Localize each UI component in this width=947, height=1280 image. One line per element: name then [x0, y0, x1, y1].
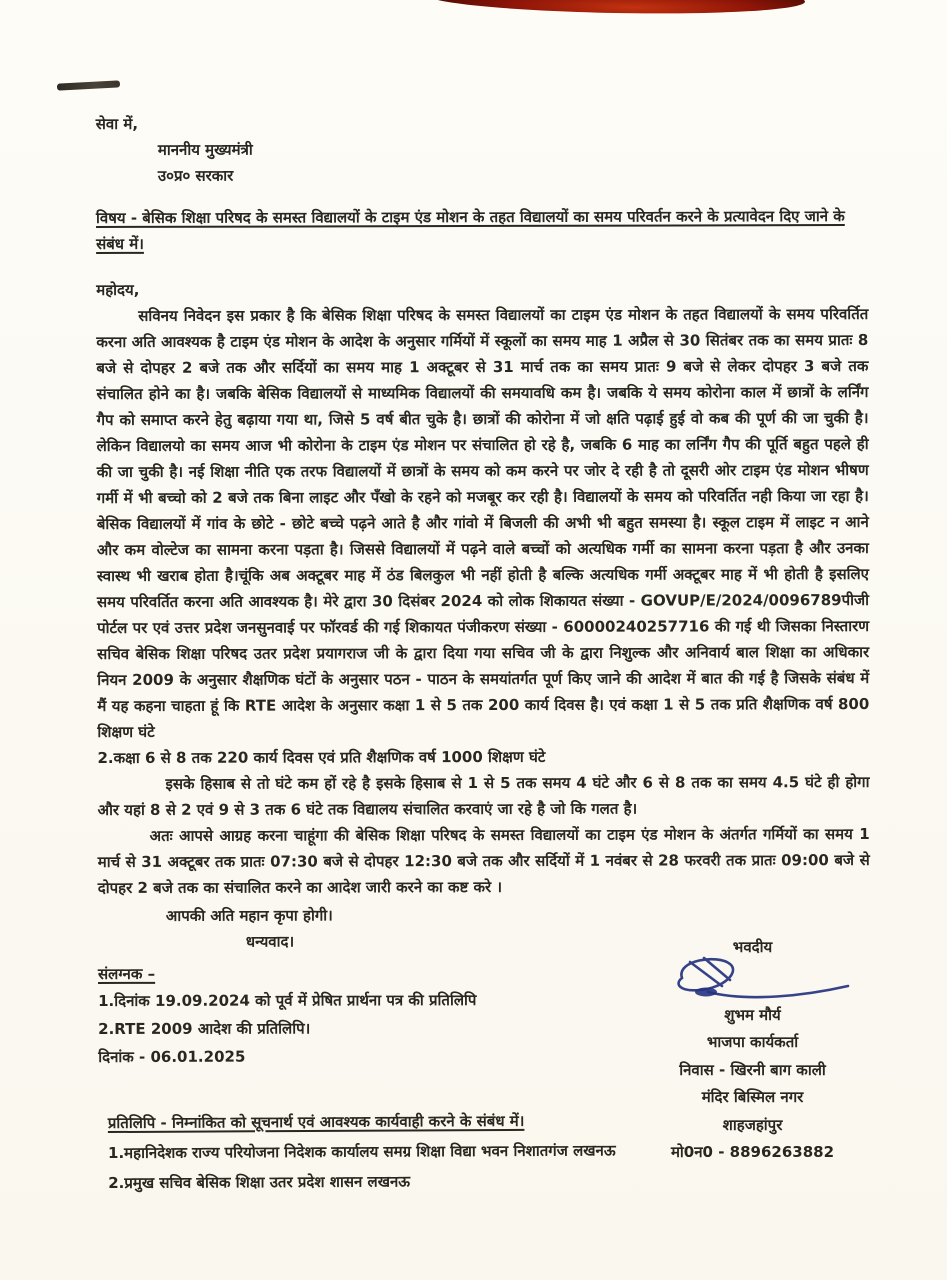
signatory-address-1: निवास - खिरनी बाग काली [679, 1060, 826, 1079]
to-line: सेवा में, [95, 114, 139, 134]
copy-recipient: 2.प्रमुख सचिव बेसिक शिक्षा उतर प्रदेश शासन लखनऊ [108, 1172, 411, 1193]
letter-body [96, 109, 871, 1071]
copy-section [108, 1104, 888, 1198]
recipient-govt: उ०प्र० सरकार [157, 166, 234, 185]
signatory-address-2: मंदिर बिस्मिल नगर [701, 1088, 804, 1106]
red-object-edge [425, 0, 806, 17]
closing-thanks: धन्यवाद। [245, 932, 295, 951]
paragraph-main: सविनय निवेदन इस प्रकार है कि बेसिक शिक्षा परिषद के समस्त विद्यालयों का टाइम एंड मोशन के तहत विद्यालयों के समय परिवर्तित करना अति आवश्यक है टाइम एंड मोशन के आदेश के अनुसार गर्मियों में स्कूलों का समय माह 1 अप्रैल से 30 सितंबर तक का समय प्रातः 8 बजे से दोपहर 2 बजे तक और सर्दियों का समय माह 1 अक्टूबर से 31 मार्च तक का समय प्रातः 9 बजे से लेकर दोपहर 3 बजे तक संचालित होने का है। जबकि बेसिक विद्यालयों से माध्यमिक विद्यालयों की समयावधि कम है। जबकि ये समय कोरोना काल में छात्रों के लर्निंग गैप को समाप्त करने हेतु बढ़ाया गया था, जिसे 5 वर्ष बीत चुके है। छात्रों की कोरोना में जो क्षति पढ़ाई हुई वो कब की पूर्ण की जा चुकी है। लेकिन विद्यालयो का समय आज भी कोरोना के टाइम एंड मोशन पर संचालित हो रहे है, जबकि 6 माह का लर्निंग गैप की पूर्ति बहुत पहले ही की जा चुकी है। नई शिक्षा नीति एक तरफ विद्यालयों में छात्रों के समय को कम करने पर जोर दे रही है तो दूसरी ओर टाइम एंड मोशन भीषण गर्मी में भी बच्चो को 2 बजे तक बिना लाइट और पँखो के रहने को मजबूर कर रही है। विद्यालयों के समय को परिवर्तित नही किया जा रहा है। बेसिक विद्यालयों में गांव के छोटे - छोटे बच्चे पढ़ने आते है और गांवो में बिजली की अभी भी बहुत समस्या है। स्कूल टाइम में लाइट न आने और कम वोल्टेज का सामना करना पड़ता है। जिससे विद्यालयों में पढ़ने वाले बच्चों को अत्यधिक गर्मी का सामना करना पड़ता है और उनका स्वास्थ भी खराब होता है।चूंकि अब अक्टूबर माह में ठंड बिलकुल भी नहीं होती है बल्कि अत्यधिक गर्मी अक्टूबर माह में भी होती है इसलिए समय परिवर्तित करना अति आवश्यक है। मेरे द्वारा 30 दिसंबर 2024 को लोक शिकायत संख्या - GOVUP/E/2024/0096789पीजी पोर्टल पर एवं उत्तर प्रदेश जनसुनवाई पर फॉरवर्ड की गई शिकायत पंजीकरण संख्या - 60000240257716 की गई थी जिसका निस्तारण सचिव बेसिक शिक्षा परिषद उतर प्रदेश प्रयागराज जी के द्वारा दिया गया सचिव जी के द्वारा निशुल्क और अनिवार्य बाल शिक्षा का अधिकार नियन 2009 के अनुसार शैक्षणिक घंटों के अनुसार पठन - पाठन के समयांतर्गत पूर्ण किए जाने की आदेश में बात की गई है जिसके संबंध में मैं यह कहना चाहता हूं कि RTE आदेश के अनुसार कक्षा 1 से 5 तक 200 कार्य दिवस है। एवं कक्षा 1 से 5 तक प्रति शैक्षणिक वर्ष 800 शिक्षण घंटे [96, 304, 870, 742]
signatory-designation: भाजपा कार्यकर्ता [706, 1033, 799, 1051]
subject-line: विषय - बेसिक शिक्षा परिषद के समस्त विद्यालयों के टाइम एंड मोशन के तहत विद्यालयों का समय परिवर्तन करने के प्रत्यावेदन दिए जाने के संबंध में। [96, 207, 845, 254]
attachment-item: 1.दिनांक 19.09.2024 को पूर्व में प्रेषित प्रार्थना पत्र की प्रतिलिपि [98, 991, 477, 1011]
signature-respectfully: भवदीय [732, 938, 773, 956]
copy-recipient: 1.महानिदेशक राज्य परियोजना निदेशक कार्यालय समग्र शिक्षा विद्या भवन निशातगंज लखनऊ [107, 1141, 616, 1163]
greeting: महोदय, [96, 280, 140, 300]
copy-heading: प्रतिलिपि - निम्नांकित को सूचनार्थ एवं आवश्यक कार्यवाही करने के संबंध में। [107, 1111, 525, 1133]
signatory-address-3: शाहजहांपुर [722, 1115, 783, 1134]
letter-date: दिनांक - 06.01.2025 [98, 1047, 246, 1067]
attachments-heading: संलग्नक – [97, 964, 156, 984]
paragraph-calculation: इसके हिसाब से तो घंटे कम हों रहे है इसके हिसाब से 1 से 5 तक समय 4 घंटे और 6 से 8 तक का समय 4.5 घंटे ही होगा और यहां 8 से 2 एवं 9 से 3 तक 6 घंटे तक विद्यालय संचालित करवाएं जा रहे है जो कि गलत है। [97, 772, 870, 820]
recipient-title: माननीय मुख्यमंत्री [157, 140, 253, 159]
paragraph-request: अतः आपसे आग्रह करना चाहूंगा की बेसिक शिक्षा परिषद के समस्त विद्यालयों का टाइम एंड मोशन के अंतर्गत गर्मियों का समय 1 मार्च से 31 अक्टूबर तक प्रातः 07:30 बजे से दोपहर 12:30 बजे तक और सर्दियों में 1 नवंबर से 28 फरवरी तक प्रातः 09:00 बजे से दोपहर 2 बजे तक का संचालित करने का आदेश जारी करने का कष्ट करे । [97, 824, 870, 898]
paragraph-list-line: 2.कक्षा 6 से 8 तक 220 कार्य दिवस एवं प्रति शैक्षणिक वर्ष 1000 शिक्षण घंटे [97, 747, 546, 768]
attachment-item: 2.RTE 2009 आदेश की प्रतिलिपि। [98, 1019, 311, 1039]
scan-ink-mark [57, 80, 120, 90]
closing-gratitude: आपकी अति महान कृपा होगी। [165, 906, 333, 925]
signatory-name: शुभम मौर्य [724, 1005, 781, 1024]
signatory-phone: मो0न0 - 8896263882 [670, 1143, 835, 1161]
recipient-block [158, 135, 868, 189]
